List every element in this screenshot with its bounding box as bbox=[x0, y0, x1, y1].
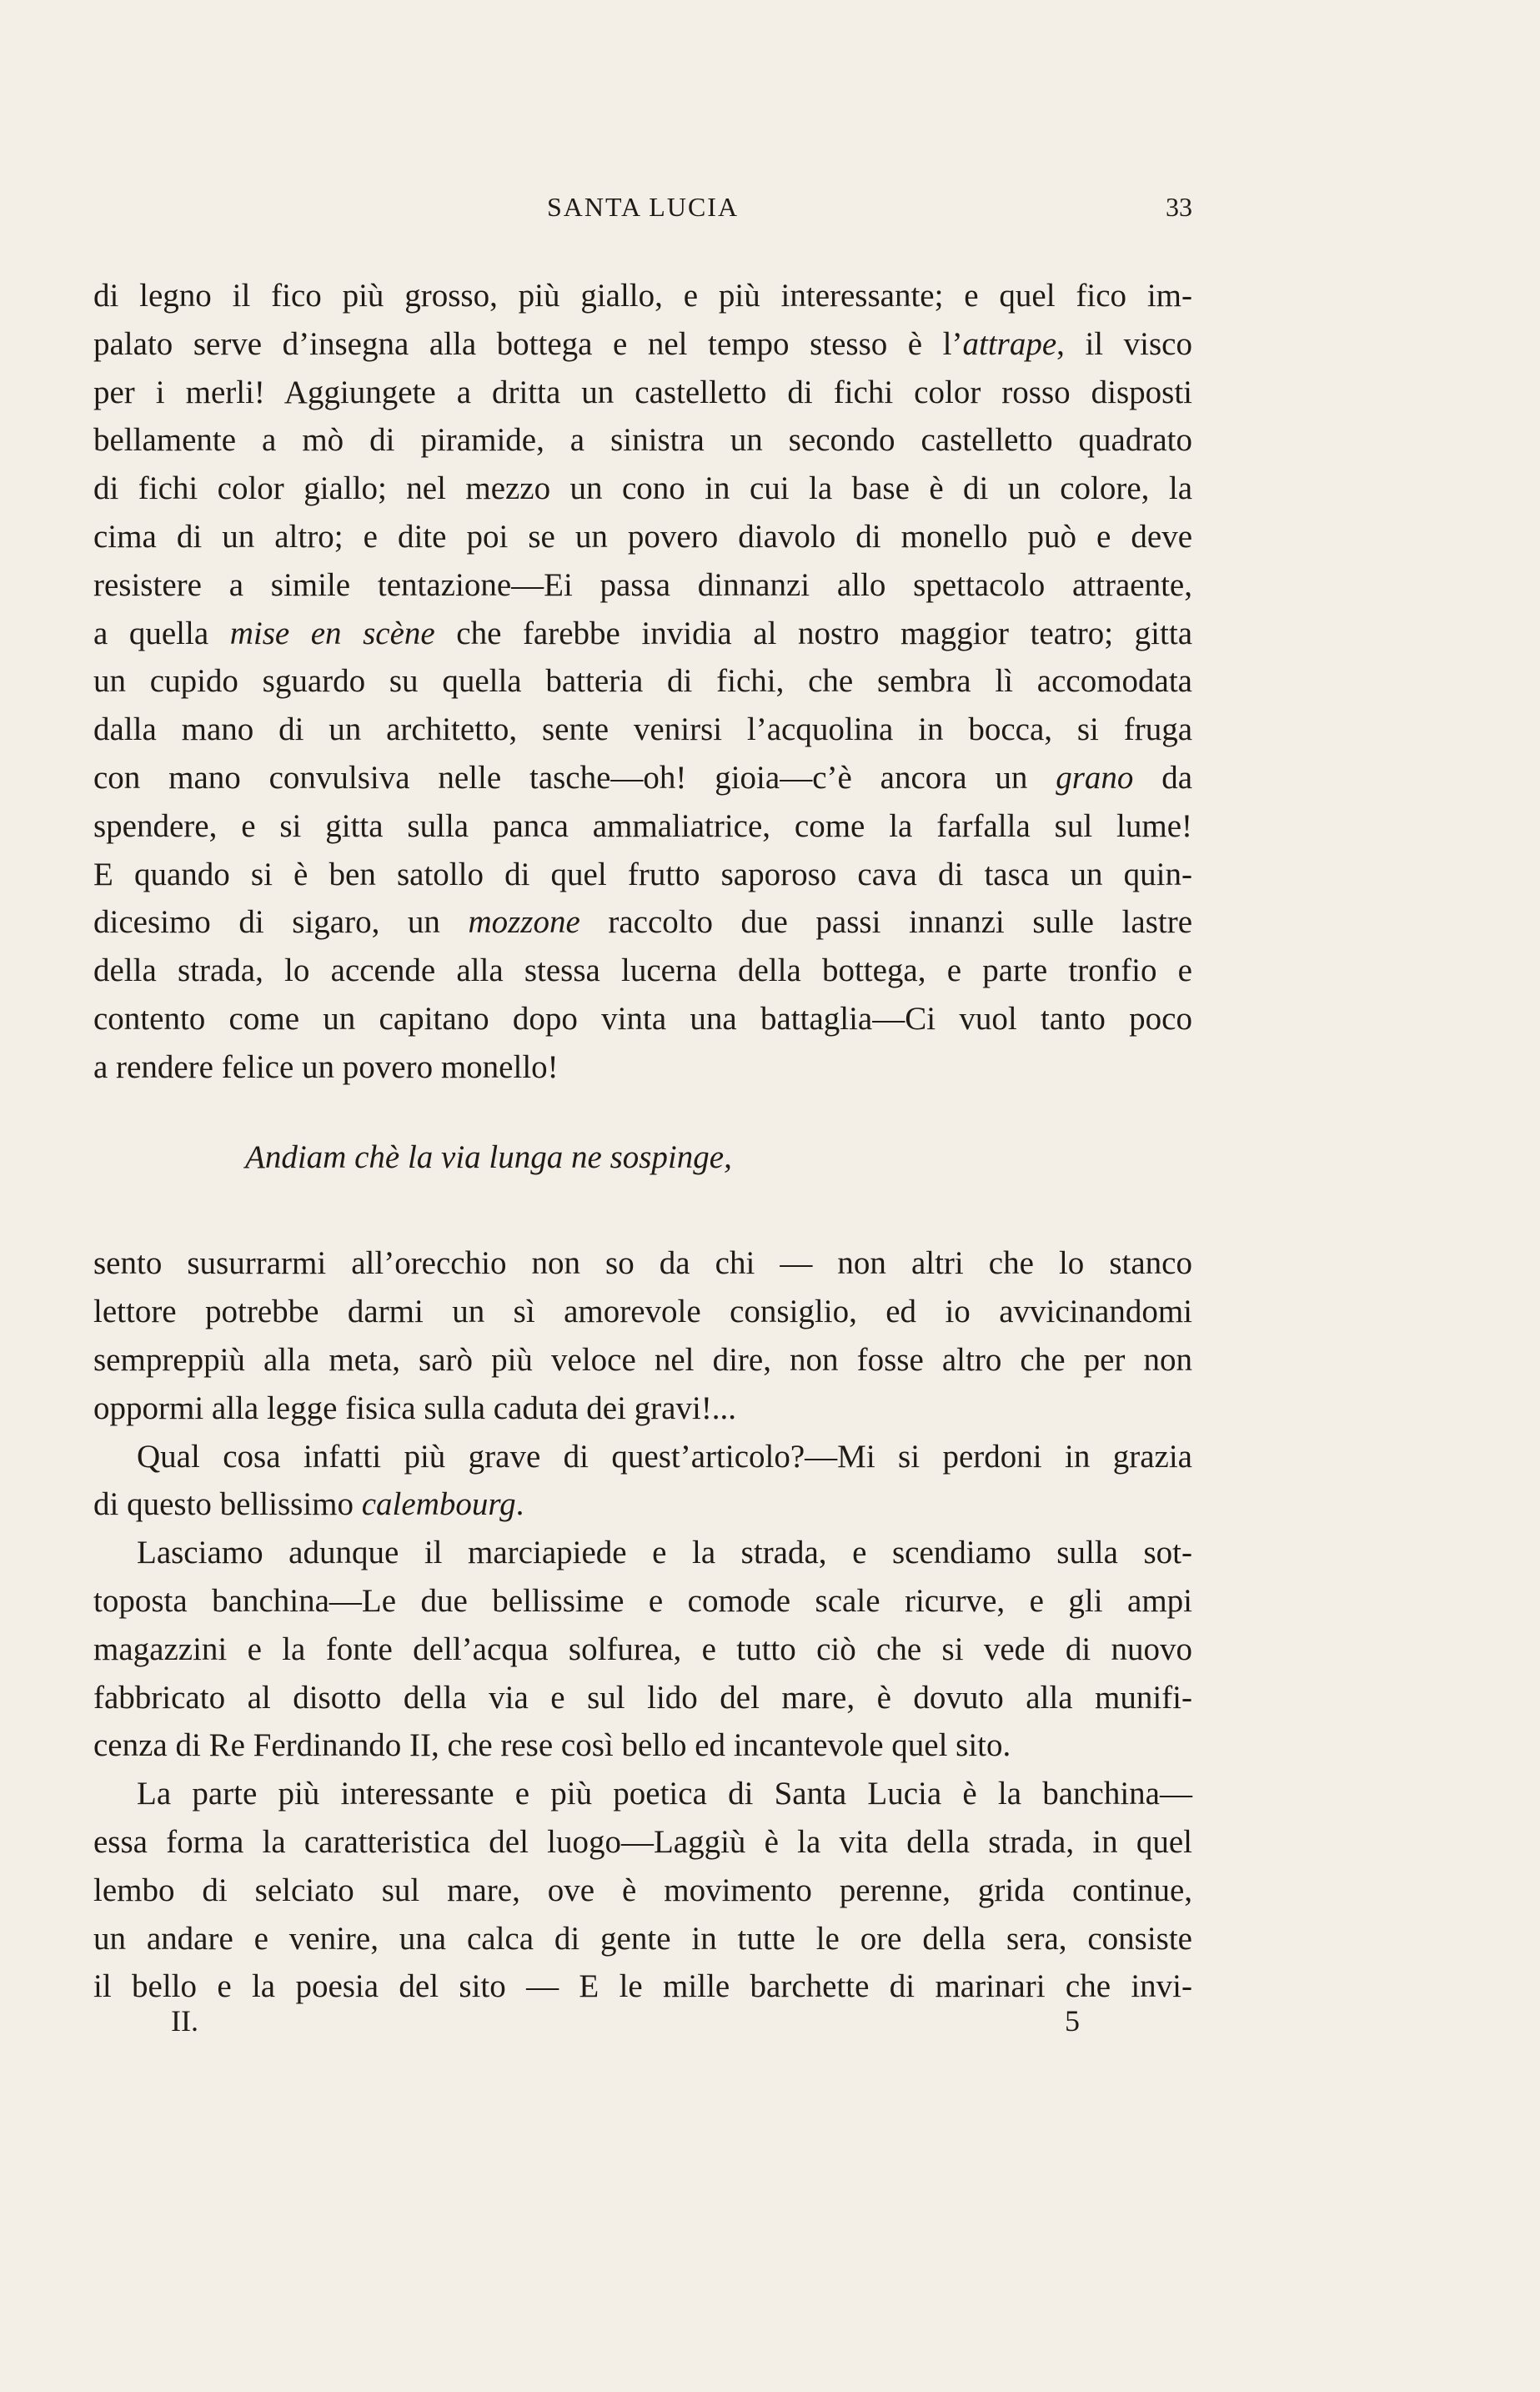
text-line: bellamente a mò di piramide, a sinistra un secondo castelletto quadrato bbox=[93, 422, 1192, 459]
italic-phrase: mise en scène bbox=[229, 615, 435, 651]
text-run: raccolto due passi innanzi sulle lastre bbox=[579, 904, 1193, 941]
text-line bbox=[93, 610, 1192, 658]
text-line: Lasciamo adunque il marciapiede e la strada, e scendiamo sulla sot- bbox=[137, 1535, 1192, 1571]
italic-word: grano bbox=[1056, 759, 1134, 796]
text-line: per i merli! Aggiungete a dritta un castelletto di fichi color rosso disposti bbox=[93, 374, 1192, 410]
text-line: La parte più interessante e più poetica di Santa Lucia è la banchina— bbox=[137, 1776, 1192, 1812]
italic-word: mozzone bbox=[468, 904, 580, 941]
verse-quote: Andiam chè la via lunga ne sospinge, bbox=[245, 1138, 732, 1175]
text-line: della strada, lo accende alla stessa lucerna della bottega, e parte tronfio e bbox=[93, 952, 1192, 989]
text-line: E quando si è ben satollo di quel frutto saporoso cava di tasca un quin- bbox=[93, 856, 1192, 892]
body-text bbox=[93, 272, 1192, 2011]
text-line: cima di un altro; e dite poi se un povero diavolo di monello può e deve bbox=[93, 518, 1192, 555]
text-line: di fichi color giallo; nel mezzo un cono in cui la base è di un colore, la bbox=[93, 470, 1192, 507]
text-run: , il visco bbox=[1056, 325, 1192, 362]
page-number: 33 bbox=[1166, 192, 1192, 222]
text-line: resistere a simile tentazione—Ei passa dinnanzi allo spettacolo attraente, bbox=[93, 566, 1192, 603]
text-line bbox=[93, 320, 1192, 369]
text-line: magazzini e la fonte dell’acqua solfurea, e tutto ciò che si vede di nuovo bbox=[93, 1631, 1192, 1667]
text-line: fabbricato al disotto della via e sul lido del mare, è dovuto alla munifi- bbox=[93, 1679, 1192, 1716]
text-run: da bbox=[1133, 759, 1193, 796]
text-line: un cupido sguardo su quella batteria di fichi, che sembra lì accomodata bbox=[93, 663, 1192, 700]
text-run: . bbox=[515, 1486, 524, 1523]
text-line bbox=[93, 898, 1192, 947]
paragraph-2 bbox=[93, 1239, 1192, 1432]
text-run: che farebbe invidia al nostro maggior teatro; gitta bbox=[434, 615, 1192, 651]
signature-mark: 5 bbox=[1065, 2004, 1080, 2038]
text-line: il bello e la poesia del sito — E le mille barchette di marinari che invi- bbox=[93, 1968, 1192, 2005]
text-line: di legno il fico più grosso, più giallo, e più interessante; e quel fico im- bbox=[93, 278, 1192, 314]
text-line: essa forma la caratteristica del luogo—Laggiù è la vita della strada, in quel bbox=[93, 1823, 1192, 1860]
text-line: a rendere felice un povero monello! bbox=[93, 1048, 559, 1085]
text-line: cenza di Re Ferdinando II, che rese così bello ed incantevole quel sito. bbox=[93, 1727, 1011, 1764]
italic-word: calembourg bbox=[361, 1486, 516, 1523]
running-title: SANTA LUCIA bbox=[546, 192, 740, 222]
text-run: dicesimo di sigaro, un bbox=[93, 904, 469, 941]
paragraph-4 bbox=[93, 1529, 1192, 1770]
text-line: sempreppiù alla meta, sarò più veloce nel dire, non fosse altro che per non bbox=[93, 1341, 1192, 1378]
text-line: oppormi alla legge fisica sulla caduta dei gravi!... bbox=[93, 1389, 737, 1426]
text-run: con mano convulsiva nelle tasche—oh! gioia—c’è ancora un bbox=[93, 759, 1056, 796]
text-line: contento come un capitano dopo vinta una battaglia—Ci vuol tanto poco bbox=[93, 1000, 1192, 1037]
page-header bbox=[93, 192, 1192, 234]
paragraph-3 bbox=[93, 1433, 1192, 1530]
text-line: un andare e venire, una calca di gente in tutte le ore della sera, consiste bbox=[93, 1920, 1192, 1957]
text-run: palato serve d’insegna alla bottega e nel tempo stesso è l’ bbox=[93, 325, 963, 362]
paragraph-1 bbox=[93, 272, 1192, 1092]
page-footer bbox=[171, 2003, 1080, 2045]
text-run: a quella bbox=[93, 615, 230, 651]
text-line: spendere, e si gitta sulla panca ammaliatrice, come la farfalla sul lume! bbox=[93, 807, 1192, 844]
text-line bbox=[93, 1480, 1192, 1529]
italic-word: attrape bbox=[962, 325, 1057, 362]
text-line: toposta banchina—Le due bellissime e comode scale ricurve, e gli ampi bbox=[93, 1582, 1192, 1619]
text-line: lettore potrebbe darmi un sì amorevole consiglio, ed io avvicinandomi bbox=[93, 1294, 1192, 1330]
paragraph-5 bbox=[93, 1770, 1192, 2011]
text-run: di questo bellissimo bbox=[93, 1486, 362, 1523]
text-line: sento susurrarmi all’orecchio non so da chi — non altri che lo stanco bbox=[93, 1245, 1192, 1282]
text-line: lembo di selciato sul mare, ove è movimento perenne, grida continue, bbox=[93, 1872, 1192, 1908]
text-line: dalla mano di un architetto, sente venirsi l’acquolina in bocca, si fruga bbox=[93, 711, 1192, 748]
volume-mark: II. bbox=[171, 2004, 198, 2038]
text-line: Qual cosa infatti più grave di quest’articolo?—Mi si perdoni in grazia bbox=[137, 1438, 1192, 1475]
text-line bbox=[93, 754, 1192, 802]
